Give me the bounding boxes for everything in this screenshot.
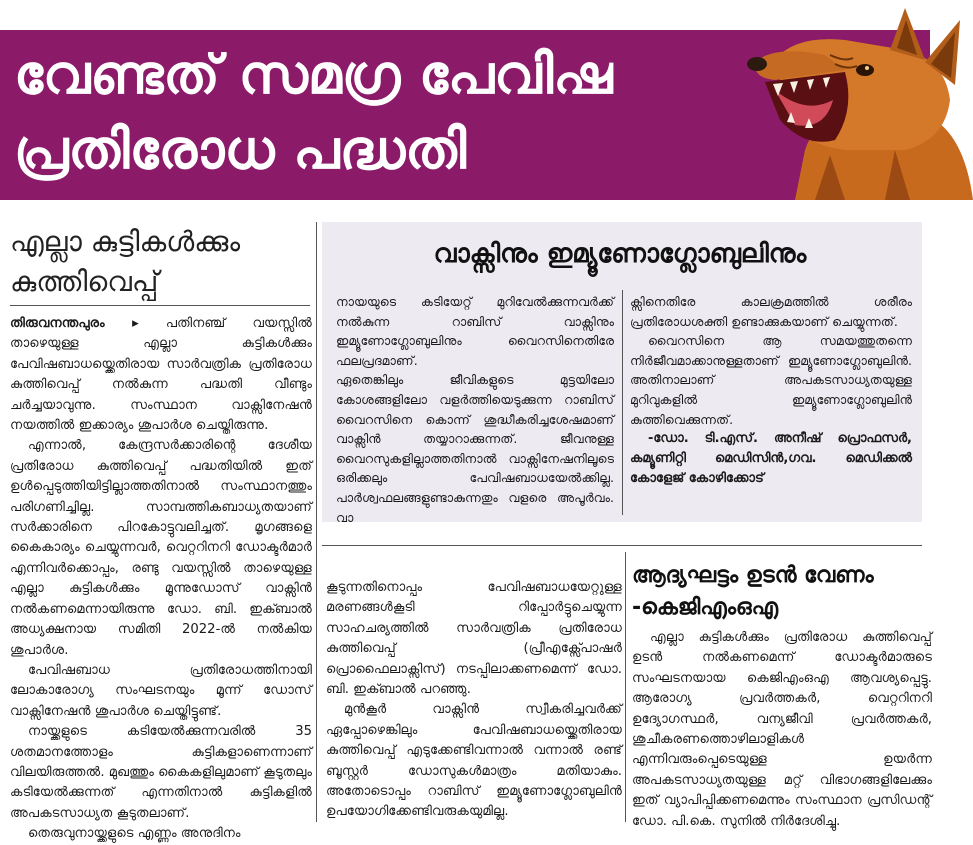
- side-story-paragraph: എല്ലാ കുട്ടികൾക്കും പ്രതിരോധ കുത്തിവെപ്പ് ഉടൻ നൽകണമെന്ന് ഡോക്ടർമാരുടെ സംഘടനയായ കെജിഎംഒഎ ആവശ്യപ്പെട്ടു. ആരോഗ്യ പ്രവർത്തകർ, വെറ്ററിനറി ഉദ്യോഗസ്ഥർ, വന്യജീവി പ്രവർത്തകർ, ശുചീകരണത്തൊഴിലാളികൾ എന്നിവരുംപ്പെടെയുള്ള ഉയർന്ന അപകടസാധ്യതയുള്ള മറ്റ് വിഭാഗങ്ങളിലേക്കും ഇത് വ്യാപിപ്പിക്കണമെന്നും സംസ്ഥാന പ്രസിഡന്റ് ഡോ. പി.കെ. സുനിൽ നിർദേശിച്ചു.: [632, 630, 932, 829]
- main-story-paragraph: മുൻകൂർ വാക്സിൻ സ്വീകരിച്ചവർക്ക് ഏപ്പോഴെങ്കിലും പേവിഷബാധയ്ക്കെതിരായ കുത്തിവെപ്പ് എടുക്കേണ്ടിവന്നാൽ വന്നാൽ രണ്ട് ബൂസ്റ്റർ ഡോസുകൾമാത്രം മതിയാകും. അതോടൊപ്പം റാബിസ് ഇമ്യൂണോഗ്ലോബുലിൻ ഉപയോഗിക്കേണ്ടിവരുകയുമില്ല.: [326, 702, 622, 820]
- main-story-paragraph: കൂടുന്നതിനൊപ്പം പേവിഷബാധയേറ്റുള്ള മരണങ്ങൾകൂടി റിപ്പോർട്ടുചെയ്യുന്ന സാഹചര്യത്തിൽ സാർവത്രിക പ്രതിരോധ കുത്തിവെപ്പ് (പ്രീഎക്സ്പോഷർ പ്രൊഫൈലാക്സിസ്) നടപ്പിലാക്കണമെന്ന് ഡോ. ബി. ഇക്ബാൽ പറഞ്ഞു.: [326, 580, 622, 698]
- barking-dog-icon: [735, 0, 973, 200]
- boxed-paragraph: ഏതെങ്കിലും ജീവികളുടെ മുട്ടയിലോ കോശങ്ങളിലോ വളർത്തിയെടുക്കുന്ന റാബിസ് വൈറസിനെ കൊന്ന് ശുദ്ധീകരിച്ചശേഷമാണ് വാക്സിൻ തയ്യാറാക്കുന്നത്. ജീവനുള്ള വൈറസുകളില്ലാത്തതിനാൽ വാക്സിനേഷനിലൂടെ ഒരിക്കലും പേവിഷബാധയേൽക്കില്ല. പാർശ്വഫലങ്ങളുണ്ടാകുന്നതും വളരെ അപൂർവം. വാ: [336, 372, 614, 525]
- main-story-column: [10, 314, 312, 845]
- boxed-story-column-2: [630, 292, 912, 489]
- main-story-paragraph: എന്നാൽ, കേന്ദ്രസർക്കാരിന്റെ ദേശീയ പ്രതിരോധ കുത്തിവെപ്പ് പദ്ധതിയിൽ ഇത് ഉൾപ്പെടുത്തിയിട്ടില്ലാത്തതിനാൽ സംസ്ഥാനത്തും പരിഗണിച്ചില്ല. സാമ്പത്തികബാധ്യതയാണ് സർക്കാരിനെ പിറകോട്ടുവലിച്ചത്. മൃഗങ്ങളെ കൈകാര്യം ചെയ്യുന്നവർ, വെറ്ററിനറി ഡോക്ടർമാർ എന്നിവർക്കൊപ്പം, രണ്ടു വയസ്സിൽ താഴെയുള്ള എല്ലാ കുട്ടികൾക്കും മൂന്നുഡോസ് വാക്സിൻ നൽകണമെന്നായിരുന്നു ഡോ. ബി. ഇക്ബാൽ അധ്യക്ഷനായ സമിതി 2022-ൽ നൽകിയ ശുപാർശ.: [10, 438, 312, 658]
- boxed-paragraph: വൈറസിനെ ആ സമയത്തുതന്നെ നിർജീവമാക്കാനുള്ളതാണ് ഇമ്യൂണോഗ്ലോബുലിൻ. അതിനാലാണ് അപകടസാധ്യതയുള്ള മുറിവുകളിൽ ഇമ്യൂണോഗ്ലോബുലിൻ കുത്തിവെക്കുന്നത്.: [630, 333, 912, 427]
- boxed-story-column-1: [336, 292, 614, 527]
- column-divider: [316, 222, 317, 822]
- subhead: എല്ലാ കുട്ടികൾക്കും കുത്തിവെപ്പ്: [10, 225, 241, 298]
- boxed-column-divider: [622, 290, 623, 515]
- box-bottom-divider: [322, 545, 922, 546]
- headline-line-1: വേണ്ടത് സമഗ്ര പേവിഷ: [14, 43, 613, 106]
- boxed-paragraph: നായയുടെ കടിയേറ്റ് മുറിവേൽക്കുന്നവർക്ക് നൽകുന്ന റാബിസ് വാക്സിനും ഇമ്യൂണോഗ്ലോബുലിനും വൈറസിനെതിരേ ഫലപ്രദമാണ്.: [336, 294, 614, 368]
- headline-line-2: പ്രതിരോധ പദ്ധതി: [14, 118, 467, 181]
- main-story-paragraph: നായ്ക്കളുടെ കടിയേൽക്കുന്നവരിൽ 35 ശതമാനത്തോളം കുട്ടികളാണെന്നാണ് വിലയിരുത്തൽ. മുഖത്തും കൈകളിലുമാണ് കൂടുതലും കടിയേൽക്കുന്നത് എന്നതിനാൽ കുട്ടികളിൽ അപകടസാധ്യത കൂടുതലാണ്.: [10, 724, 312, 821]
- boxed-story-title: വാക്സിനും ഇമ്യൂണോഗ്ലോബുലിനും: [433, 239, 807, 269]
- side-story-column: [632, 628, 932, 832]
- dateline: തിരുവനന്തപുരം ▸: [10, 316, 139, 331]
- column-divider: [625, 552, 626, 822]
- subhead-divider: [10, 305, 310, 306]
- main-story-paragraph: തെരുവുനായ്ക്കളുടെ എണ്ണം അനുദിനം: [28, 826, 241, 842]
- boxed-paragraph: ക്സിനെതിരേ കാലക്രമത്തിൽ ശരീരം പ്രതിരോധശക്തി ഉണ്ടാക്കുകയാണ് ചെയ്യുന്നത്.: [630, 294, 912, 329]
- main-story-paragraph: തിരുവനന്തപുരം ▸ പതിനഞ്ച് വയസ്സിൽ താഴെയുള്ള എല്ലാ കുട്ടികൾക്കും പേവിഷബാധയ്ക്കെതിരായ സാർവത്രിക പ്രതിരോധ കുത്തിവെപ്പ് നൽകുന്ന പദ്ധതി വീണ്ടും ചർച്ചയാവുന്നു. സംസ്ഥാന വാക്സിനേഷൻ നയത്തിൽ ഇക്കാര്യം ശുപാർശ ചെയ്തിരുന്നു.: [10, 316, 312, 434]
- side-story-title: ആദ്യഘട്ടം ഉടൻ വേണം -കെജിഎംഒഎ: [632, 563, 874, 620]
- main-story-paragraph: പേവിഷബാധ പ്രതിരോധത്തിനായി ലോകാരോഗ്യ സംഘടനയും മൂന്ന് ഡോസ് വാക്സിനേഷൻ ശുപാർശ ചെയ്തിട്ടുണ്ട്.: [10, 662, 312, 719]
- byline: -ഡോ. ടി.എസ്. അനീഷ് പ്രൊഫസർ, കമ്യൂണിറ്റി മെഡിസിൻ,ഗവ. മെഡിക്കൽ കോളേജ് കോഴിക്കോട്: [630, 431, 912, 487]
- main-story-continuation: [326, 578, 622, 823]
